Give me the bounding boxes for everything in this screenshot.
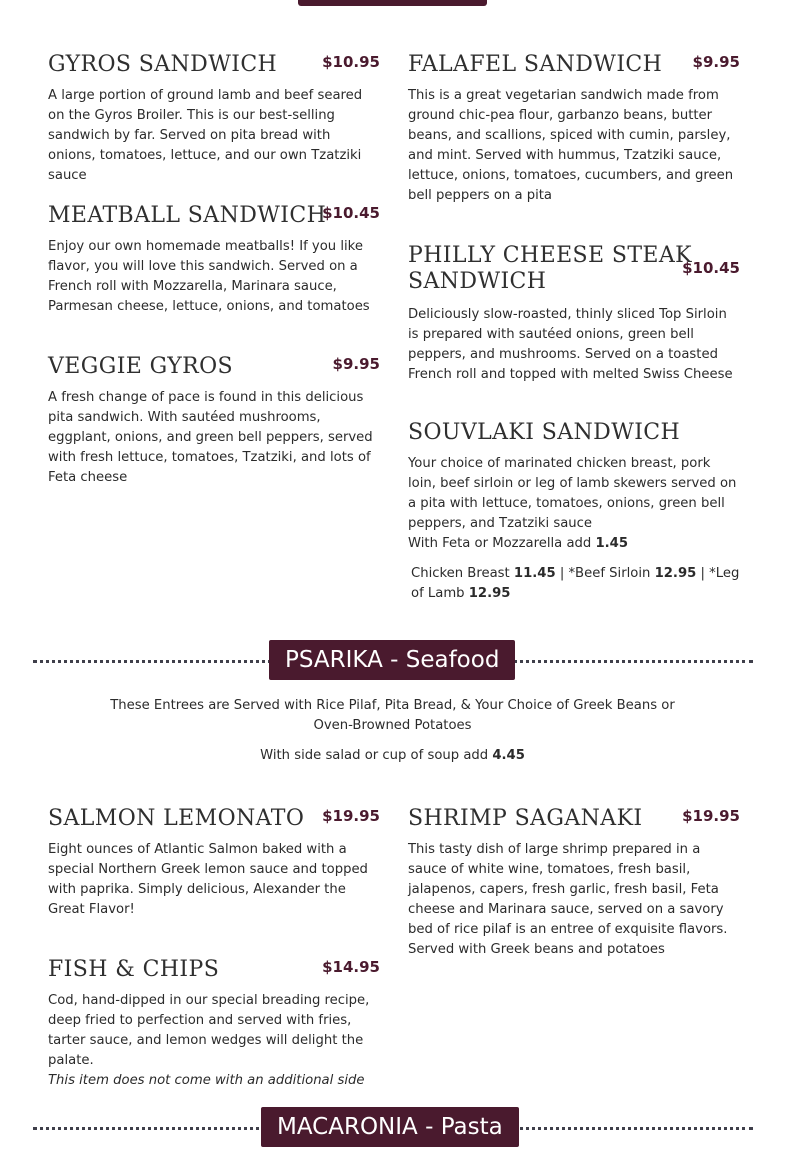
item-description (48, 991, 380, 1091)
item-name: PHILLY CHEESE STEAK SANDWICH (408, 243, 692, 294)
option-price: 11.45 (513, 566, 556, 581)
item-price: $14.95 (322, 958, 380, 976)
item-description (408, 454, 740, 604)
section-title: MACARONIA - Pasta (261, 1107, 519, 1147)
item-description: Eight ounces of Atlantic Salmon baked with a special Northern Greek lemon sauce and topped with paprika. Simply delicious, Alexander the Great Flavor! (48, 842, 368, 917)
item-price: $10.45 (682, 259, 740, 277)
option-price: 12.95 (654, 566, 697, 581)
item-name: SOUVLAKI SANDWICH (408, 420, 681, 445)
menu-item-philly-cheese-steak (408, 243, 740, 385)
menu-item-shrimp-saganaki (408, 806, 740, 960)
item-description: This is a great vegetarian sandwich made from ground chic-pea flour, garbanzo beans, butter beans, and scallions, spiced with cumin, parsley, and mint. Served with hummus, Tzatziki sauce, lettuce, onions, tomatoes, cucumbers, and green bell peppers on a pita (408, 88, 734, 203)
section-note: These Entrees are Served with Rice Pilaf, Pita Bread, & Your Choice of Greek Beans or Oven-Browned Potatoes (110, 698, 675, 733)
item-price: $10.95 (322, 53, 380, 71)
item-description: A fresh change of pace is found in this delicious pita sandwich. With sautéed mushrooms, eggplant, onions, and green bell peppers, served with fresh lettuce, tomatoes, Tzatziki, and lots of Feta cheese (48, 390, 373, 485)
option-label: | *Leg of Lamb (411, 566, 740, 601)
option-label: Chicken Breast (411, 566, 514, 581)
item-name: SALMON LEMONATO (48, 806, 305, 831)
menu-item-souvlaki-sandwich (408, 420, 740, 604)
item-note: This item does not come with an additional side (48, 1073, 365, 1088)
menu-item-fish-and-chips (48, 957, 380, 1091)
section-header-pasta (33, 1107, 753, 1147)
item-price: $19.95 (682, 807, 740, 825)
section-title: PSARIKA - Seafood (269, 640, 515, 680)
addon-price: 1.45 (595, 536, 629, 551)
section-addon-note (100, 746, 685, 766)
option-label: | *Beef Sirloin (555, 566, 655, 581)
menu-item-meatball-sandwich (48, 203, 380, 317)
item-description: Enjoy our own homemade meatballs! If you like flavor, you will love this sandwich. Served on a French roll with Mozzarella, Marinara sauce, Parmesan cheese, lettuce, onions, and tomatoes (48, 239, 370, 314)
previous-section-tab (298, 0, 487, 6)
item-price: $9.95 (332, 355, 380, 373)
item-price: $19.95 (322, 807, 380, 825)
item-description: This tasty dish of large shrimp prepared in a sauce of white wine, tomatoes, fresh basil, jalapenos, capers, fresh garlic, fresh basil, Feta cheese and Marinara sauce, served on a savory bed of rice pilaf is an entree of exquisite flavors. Served with Greek beans and potatoes (408, 842, 728, 957)
menu-item-gyros-sandwich (48, 52, 380, 186)
addon-price: 4.45 (492, 748, 525, 763)
item-name: MEATBALL SANDWICH (48, 203, 327, 228)
addon-text: With Feta or Mozzarella add (408, 536, 596, 551)
item-description-text: Cod, hand-dipped in our special breading recipe, deep fried to perfection and served with fries, tarter sauce, and lemon wedges will delight the palate. (48, 993, 370, 1068)
option-price: 12.95 (468, 586, 511, 601)
item-name: FISH & CHIPS (48, 957, 220, 982)
menu-item-veggie-gyros (48, 354, 380, 488)
item-name: VEGGIE GYROS (48, 354, 234, 379)
item-price: $10.45 (322, 204, 380, 222)
price-options (408, 564, 740, 604)
item-description: Deliciously slow-roasted, thinly sliced Top Sirloin is prepared with sautéed onions, green bell peppers, and mushrooms. Served on a toasted French roll and topped with melted Swiss Cheese (408, 307, 733, 382)
item-name: SHRIMP SAGANAKI (408, 806, 643, 831)
menu-item-salmon-lemonato (48, 806, 380, 920)
addon-line (408, 534, 740, 554)
item-description: A large portion of ground lamb and beef seared on the Gyros Broiler. This is our best-selling sandwich by far. Served on pita bread with onions, tomatoes, lettuce, and our own Tzatziki sauce (48, 88, 363, 183)
section-header-seafood (33, 640, 753, 680)
item-name: FALAFEL SANDWICH (408, 52, 663, 77)
addon-text: With side salad or cup of soup add (260, 748, 493, 763)
item-price: $9.95 (692, 53, 740, 71)
item-description-text: Your choice of marinated chicken breast, pork loin, beef sirloin or leg of lamb skewers served on a pita with lettuce, tomatoes, onions, green bell peppers, and Tzatziki sauce (408, 456, 737, 531)
menu-item-falafel-sandwich (408, 52, 740, 206)
item-name: GYROS SANDWICH (48, 52, 278, 77)
